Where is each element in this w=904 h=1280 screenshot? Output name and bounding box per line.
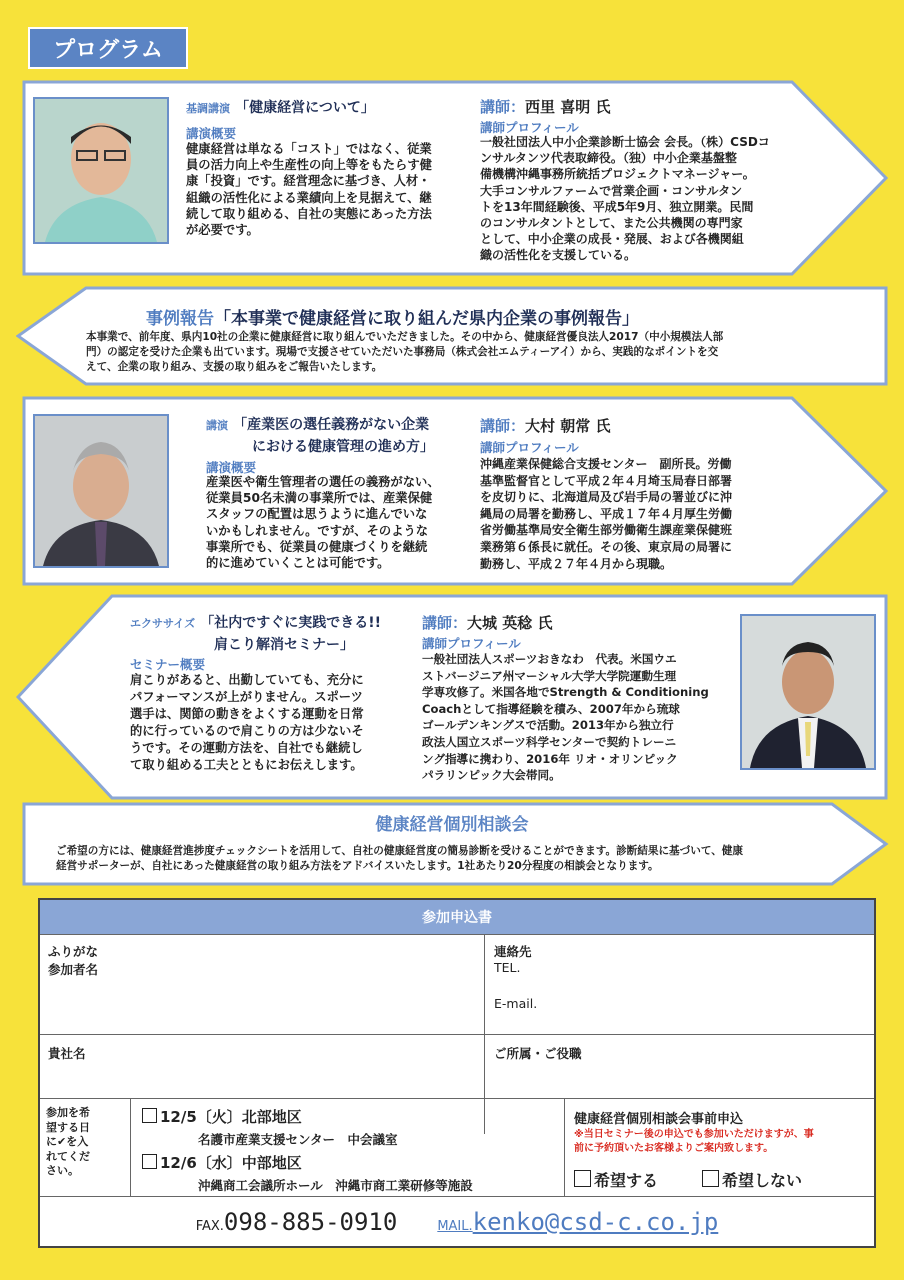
- text-line: を皮切りに、北海道局及び岩手局の署並びに沖: [480, 490, 733, 505]
- participant-name-label: 参加者名: [48, 962, 99, 977]
- case-report-body: [86, 330, 876, 375]
- lecture-summary-label: 講演概要: [206, 460, 257, 475]
- email-label: E-mail.: [494, 996, 538, 1011]
- department-label: ご所属・ご役職: [494, 1046, 582, 1061]
- text-line: 学専攻修了。米国各地でStrength & Conditioning: [422, 685, 709, 700]
- text-line: 織の活性化を支援している。: [480, 248, 637, 263]
- text-line: 組織の活性化による業績向上を見据えて、継: [186, 190, 432, 205]
- consult-yes-option[interactable]: [574, 1168, 658, 1191]
- text-line: 従業員50名未満の事業所では、産業保健: [206, 491, 433, 506]
- fax-block: [196, 1208, 398, 1236]
- date1-checkbox[interactable]: [142, 1108, 157, 1123]
- text-line: トを13年間経験後、平成5年9月、独立開業。民間: [480, 199, 754, 214]
- text-line: 沖縄産業保健総合支援センター 副所長。労働: [480, 457, 732, 471]
- exercise-title-line2: 肩こり解消セミナー」: [214, 637, 354, 653]
- keynote-summary-label: 講演概要: [186, 126, 237, 141]
- application-form: [38, 898, 876, 1248]
- text-line: 縄局の局署を勤務し、平成１７年４月厚生労働: [480, 506, 733, 521]
- lecturer1-photo: [33, 97, 169, 244]
- text-line: 続して取り組める、自社の実態にあった方法: [186, 206, 432, 221]
- lecturer3-profile-label: 講師プロフィール: [422, 636, 521, 651]
- date1-label: 12/5〔火〕北部地区: [160, 1108, 302, 1126]
- text-line: ゴールデンキングスで活動。2013年から独立行: [422, 718, 674, 733]
- venue2: 沖縄商工会議所ホール 沖縄市商工業研修等施設: [198, 1178, 473, 1193]
- divider: [40, 934, 874, 935]
- person-photo-icon: [35, 416, 167, 566]
- lecturer2-heading: [480, 415, 610, 436]
- program-heading: プログラム: [28, 27, 188, 69]
- text-line: 産業医や衛生管理者の選任の義務がない、: [206, 475, 440, 489]
- case-report-title: 「本事業で健康経営に取り組んだ県内企業の事例報告」: [214, 309, 639, 329]
- text-line: いかもしれません。ですが、そのような: [206, 523, 429, 538]
- case-report-label: 事例報告: [146, 309, 214, 329]
- text-line: 望する日: [46, 1120, 90, 1134]
- text-line: えて、企業の取り組み、支援の取り組みをご報告いたします。: [86, 361, 383, 373]
- text-line: パフォーマンスが上がりません。スポーツ: [130, 690, 363, 704]
- text-line: さい。: [46, 1164, 79, 1177]
- lecturer1-heading: [480, 96, 610, 117]
- participant-name-field[interactable]: [190, 940, 480, 1030]
- exercise-tag: エクササイズ: [130, 617, 196, 630]
- text-line: 業務第６係長に就任。その後、東京局の局署に: [480, 539, 733, 554]
- text-line: 本事業で、前年度、県内10社の企業に健康経営に取り組んでいただきました。その中から、健康経営優良法人2017（中小規模法人部: [86, 331, 724, 343]
- lecturer2-name: 大村 朝常 氏: [525, 417, 611, 435]
- text-line: て取り組める工夫とともにお伝えします。: [130, 758, 363, 772]
- lecturer-label: 講師：: [480, 98, 526, 116]
- exercise-title-line1: 「社内ですぐに実践できる!!: [200, 615, 381, 631]
- divider: [564, 1098, 565, 1196]
- lecture-tag: 講演: [206, 419, 228, 432]
- divider: [40, 1098, 874, 1099]
- text-line: ンサルタンツ代表取締役。（独）中小企業基盤整: [480, 151, 737, 166]
- text-line: 的に行っているので肩こりの方は少ないそ: [130, 724, 364, 738]
- exercise-summary-label: セミナー概要: [130, 657, 206, 672]
- text-line: が必要です。: [186, 223, 259, 238]
- tel-label: TEL.: [494, 960, 521, 975]
- lecturer1-name: 西里 喜明 氏: [525, 98, 611, 116]
- consult-no-checkbox[interactable]: [702, 1170, 719, 1187]
- text-line: 前に予約頂いたお客様よりご案内致します。: [574, 1143, 774, 1154]
- lecturer-label: 講師：: [422, 614, 468, 632]
- date2-label: 12/6〔水〕中部地区: [160, 1154, 302, 1172]
- lecture-title-line1: 「産業医の選任義務がない企業: [233, 417, 430, 433]
- text-line: ※当日セミナー後の申込でも参加いただけますが、事: [574, 1129, 814, 1140]
- text-line: のコンサルタントとして、また公共機関の専門家: [480, 216, 743, 231]
- date-instruction: [46, 1106, 124, 1179]
- keynote-summary: [186, 141, 471, 238]
- mail-address[interactable]: kenko@csd-c.co.jp: [472, 1208, 719, 1236]
- text-line: 省労働基準局安全衛生部労働衛生課産業保健班: [480, 523, 733, 538]
- text-line: 一般社団法人スポーツおきなわ 代表。米国ウエ: [422, 652, 677, 666]
- text-line: スタッフの配置は思うように進んでいな: [206, 507, 428, 522]
- text-line: ご希望の方には、健康経営進捗度チェックシートを活用して、自社の健康経営度の簡易診断を受けることができます。診断結果に基づいて、健康: [56, 845, 743, 857]
- exercise-title-block: [130, 612, 381, 654]
- consult-prebook-note: [574, 1128, 814, 1156]
- exercise-summary: [130, 672, 415, 774]
- text-line: 康「投資」です。経営理念に基づき、人材・: [186, 174, 431, 189]
- text-line: 大手コンサルファームで営業企画・コンサルタン: [480, 183, 743, 198]
- text-line: 勤務し、平成２７年４月から現職。: [480, 556, 673, 571]
- furigana-label: ふりがな: [48, 944, 99, 959]
- text-line: うです。その運動方法を、自社でも継続し: [130, 741, 363, 755]
- keynote-title: 「健康経営について」: [235, 100, 375, 116]
- mail-label: MAIL.: [437, 1219, 473, 1234]
- text-line: 事業所でも、従業員の健康づくりを継続: [206, 539, 428, 554]
- lecturer3-name: 大城 英稔 氏: [467, 614, 553, 632]
- lecturer3-profile: [422, 651, 742, 784]
- lecturer3-photo: [740, 614, 876, 770]
- text-line: ング指導に携わり、2016年 リオ・オリンピック: [422, 751, 678, 766]
- consultation-body: [56, 844, 856, 874]
- date2-checkbox[interactable]: [142, 1154, 157, 1169]
- tel-field[interactable]: [540, 956, 860, 978]
- lecturer1-profile: [480, 134, 810, 264]
- text-line: 参加を希: [46, 1106, 90, 1119]
- date1-option[interactable]: [142, 1106, 302, 1127]
- contact-footer: [40, 1198, 874, 1246]
- text-line: 門）の認定を受けた企業も出ています。現場で支援させていただいた事務局（株式会社エムティーアイ）から、実践的なポイントを交: [86, 346, 719, 358]
- text-line: 一般社団法人中小企業診断士協会 会長。（株）CSDコ: [480, 135, 770, 149]
- consult-no-label: 希望しない: [722, 1171, 803, 1190]
- fax-number: 098-885-0910: [223, 1208, 398, 1236]
- venue1: 名護市産業支援センター 中会議室: [198, 1132, 398, 1147]
- text-line: れてくだ: [46, 1149, 90, 1163]
- keynote-tag: 基調講演: [186, 102, 230, 115]
- person-photo-icon: [35, 99, 167, 242]
- divider: [40, 1196, 874, 1197]
- consult-yes-checkbox[interactable]: [574, 1170, 591, 1187]
- text-line: 健康経営は単なる「コスト」ではなく、従業: [186, 142, 432, 156]
- consult-prebook-title: 健康経営個別相談会事前申込: [574, 1112, 744, 1127]
- lecturer3-heading: [422, 612, 552, 633]
- contact-label: 連絡先: [494, 944, 532, 959]
- text-line: 経営サポーターが、自社にあった健康経営の取り組み方法をアドバイスいたします。1社あたり20分程度の相談会となります。: [56, 860, 659, 872]
- person-photo-icon: [742, 616, 874, 768]
- form-title: 参加申込書: [40, 900, 874, 934]
- consult-yes-label: 希望する: [594, 1171, 659, 1190]
- lecturer1-profile-label: 講師プロフィール: [480, 120, 579, 135]
- fax-label: FAX.: [195, 1219, 224, 1234]
- lecture-title-line2: における健康管理の進め方」: [252, 439, 434, 455]
- text-line: 肩こりがあると、出勤していても、充分に: [130, 673, 364, 687]
- consult-no-option[interactable]: [702, 1168, 802, 1191]
- text-line: Coachとして指導経験を積み、2007年から琉球: [422, 701, 680, 716]
- consultation-title: 健康経営個別相談会: [375, 815, 529, 835]
- lecture-summary: [206, 474, 471, 571]
- divider: [40, 1034, 874, 1035]
- lecturer-label: 講師：: [480, 417, 526, 435]
- lecture-title-block: [206, 414, 434, 456]
- lecturer2-profile: [480, 456, 810, 572]
- text-line: ストバージニア州マーシャル大学大学院運動生理: [422, 668, 677, 683]
- lecturer2-profile-label: 講師プロフィール: [480, 440, 579, 455]
- text-line: 備機構沖縄事務所統括プロジェクトマネージャー。: [480, 167, 755, 182]
- text-line: 基準監督官として平成２年４月埼玉局春日部署: [480, 473, 733, 488]
- mail-block[interactable]: [437, 1208, 718, 1236]
- divider: [130, 1098, 131, 1196]
- text-line: パラリンピック大会帯同。: [422, 768, 561, 783]
- text-line: に✔を入: [46, 1135, 89, 1148]
- text-line: 選手は、関節の動きをよくする運動を日常: [130, 707, 364, 721]
- email-field[interactable]: [560, 992, 860, 1014]
- text-line: 員の活力向上や生産性の向上等をもたらす健: [186, 158, 432, 173]
- case-report-title-row: [146, 304, 639, 329]
- lecturer2-photo: [33, 414, 169, 568]
- keynote-title-row: [186, 97, 375, 117]
- company-label: 貴社名: [48, 1046, 86, 1061]
- text-line: 政法人国立スポーツ科学センターで契約トレーニ: [422, 734, 677, 749]
- text-line: 的に進めていくことは可能です。: [206, 556, 390, 571]
- date2-option[interactable]: [142, 1152, 302, 1173]
- text-line: として、中小企業の成長・発展、および各機関組: [480, 232, 744, 247]
